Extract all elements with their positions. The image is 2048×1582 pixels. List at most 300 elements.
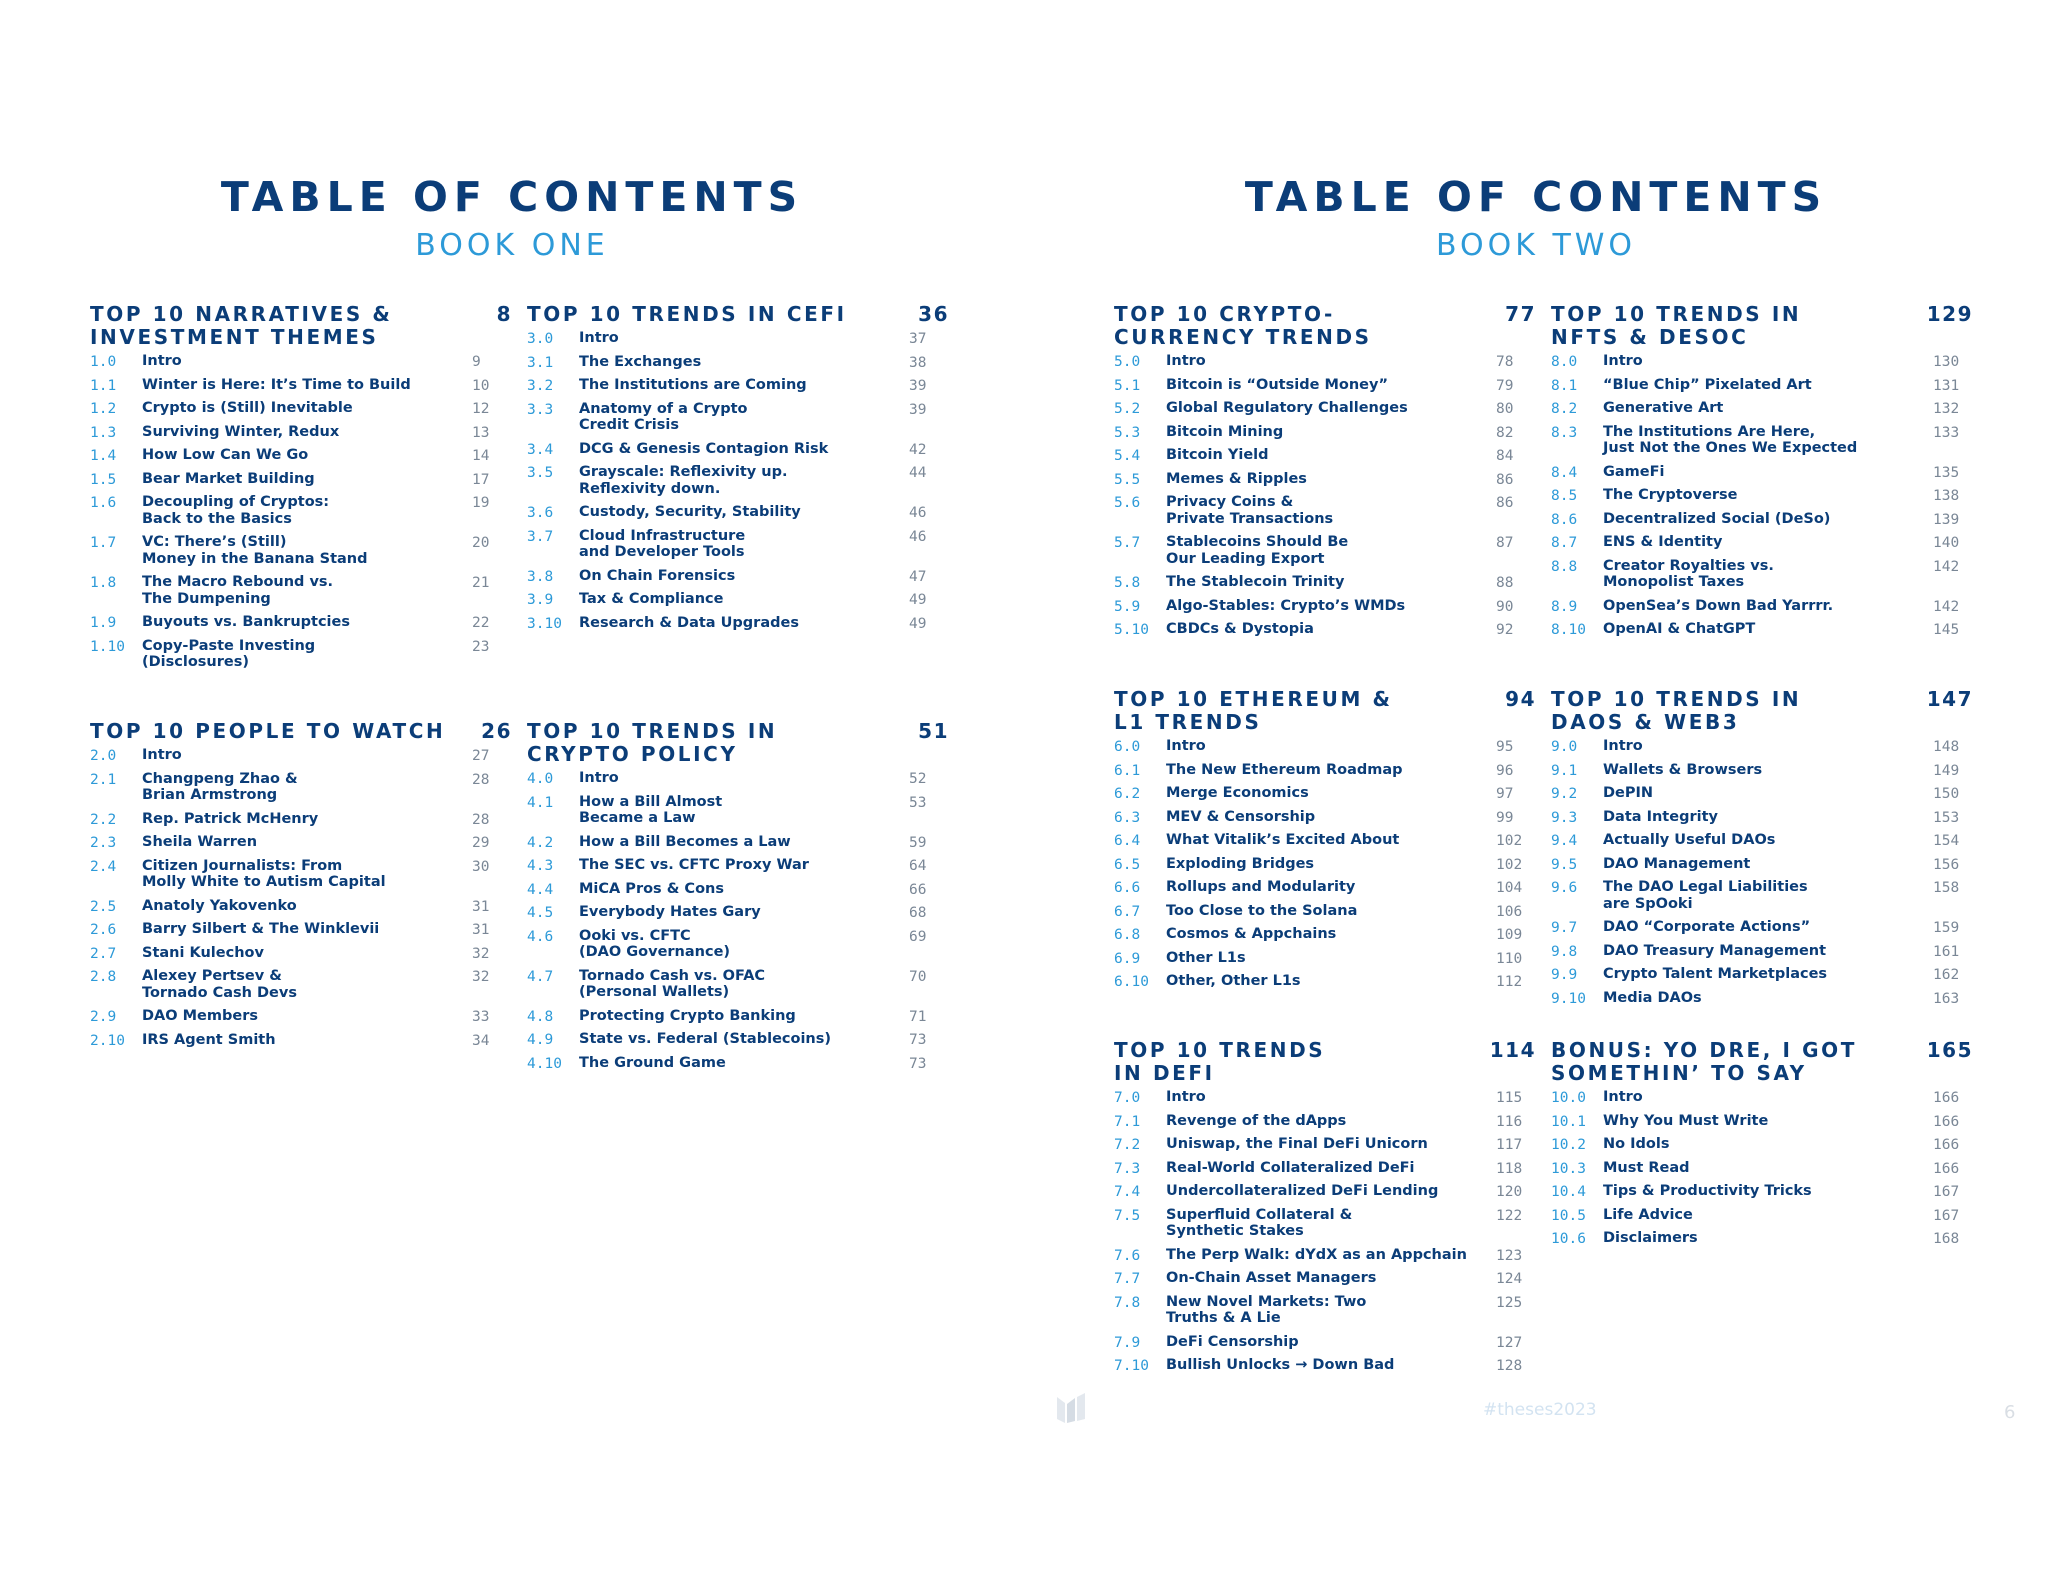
toc-entry[interactable]: [1551, 1230, 1973, 1254]
entry-title: Tips & Productivity Tricks: [1603, 1183, 1812, 1199]
entry-title: Algo-Stables: Crypto’s WMDs: [1166, 597, 1406, 614]
toc-entry[interactable]: [527, 528, 949, 568]
section-header: [1114, 303, 1536, 349]
toc-title: TABLE OF CONTENTS: [220, 173, 804, 221]
entry-title: Intro: [1603, 353, 1643, 369]
entry-title: Intro: [142, 353, 182, 369]
toc-entry[interactable]: [1114, 1247, 1536, 1271]
entry-number: 2.10: [90, 1032, 125, 1049]
entry-number: 6.4: [1114, 833, 1141, 849]
book-two-heading: [1186, 172, 1886, 264]
section-title: TOP 10 CRYPTO- CURRENCY TRENDS: [1114, 302, 1372, 349]
toc-entry[interactable]: [90, 1032, 512, 1056]
toc-entry[interactable]: [1551, 879, 1973, 919]
toc-entry[interactable]: [1114, 1207, 1536, 1247]
toc-entry[interactable]: [1551, 1183, 1973, 1207]
entry-title: DePIN: [1603, 785, 1654, 801]
toc-entry[interactable]: [1114, 1334, 1536, 1358]
toc-entry[interactable]: [527, 770, 949, 794]
entry-number: 3.0: [527, 331, 554, 347]
entry-page-number: 149: [1933, 762, 1960, 779]
entry-number: 6.8: [1114, 927, 1141, 943]
toc-entry[interactable]: [1551, 1089, 1973, 1113]
toc-entry[interactable]: [1114, 856, 1536, 880]
entry-number: 2.2: [90, 811, 117, 828]
section-page-number: 114: [1489, 1038, 1536, 1062]
entry-number: 10.2: [1551, 1137, 1586, 1153]
toc-entry[interactable]: [1114, 1270, 1536, 1294]
toc-entry[interactable]: [90, 447, 512, 471]
toc-entry[interactable]: [1551, 1113, 1973, 1137]
entry-title: Intro: [1166, 738, 1206, 754]
toc-entry[interactable]: [90, 1008, 512, 1032]
entry-number: 3.7: [527, 528, 554, 545]
section-page-number: 77: [1505, 302, 1536, 326]
entry-number: 5.3: [1114, 424, 1141, 441]
toc-entry[interactable]: [1114, 574, 1536, 598]
entry-number: 1.5: [90, 471, 117, 488]
entry-page-number: 135: [1933, 464, 1960, 481]
entry-number: 8.6: [1551, 511, 1578, 528]
entry-page-number: 128: [1496, 1358, 1523, 1374]
entry-page-number: 110: [1496, 950, 1523, 967]
toc-entry[interactable]: [1551, 400, 1973, 424]
toc-entry[interactable]: [1114, 832, 1536, 856]
entry-title: Winter is Here: It’s Time to Build: [142, 376, 411, 393]
entry-page-number: 32: [472, 945, 490, 962]
entry-page-number: 123: [1496, 1247, 1523, 1264]
toc-entry[interactable]: [1114, 1183, 1536, 1207]
entry-number: 4.2: [527, 834, 554, 851]
toc-entry[interactable]: [90, 811, 512, 835]
entry-title: Crypto is (Still) Inevitable: [142, 400, 353, 416]
entry-page-number: 32: [472, 969, 490, 985]
entry-title: On Chain Forensics: [579, 567, 736, 584]
entry-page-number: 95: [1496, 739, 1514, 755]
toc-entry[interactable]: [1551, 762, 1973, 786]
entry-number: 10.4: [1551, 1184, 1586, 1200]
toc-entry[interactable]: [527, 568, 949, 592]
toc-entry[interactable]: [90, 638, 512, 678]
entry-page-number: 102: [1496, 856, 1523, 873]
toc-entry[interactable]: [1551, 621, 1973, 645]
entry-title: The Institutions Are Here, Just Not the Ones We Expected: [1603, 423, 1858, 456]
entry-page-number: 13: [472, 424, 490, 441]
entry-title: Uniswap, the Final DeFi Unicorn: [1166, 1136, 1428, 1152]
section-page-number: 129: [1926, 302, 1973, 326]
entry-number: 7.1: [1114, 1113, 1141, 1130]
entry-number: 5.1: [1114, 377, 1141, 394]
toc-entry[interactable]: [1114, 1089, 1536, 1113]
toc-entry[interactable]: [90, 858, 512, 898]
entry-number: 4.8: [527, 1008, 554, 1025]
entry-number: 2.3: [90, 835, 117, 851]
entry-number: 3.1: [527, 354, 554, 371]
entry-number: 2.8: [90, 969, 117, 985]
footer-page-number: 6: [2004, 1402, 2016, 1423]
entry-page-number: 142: [1933, 598, 1960, 615]
toc-entry[interactable]: [1114, 785, 1536, 809]
toc-entry[interactable]: [1551, 424, 1973, 464]
entry-page-number: 163: [1933, 990, 1960, 1007]
entry-number: 6.10: [1114, 974, 1149, 990]
toc-entry[interactable]: [1114, 534, 1536, 574]
entry-title: Bullish Unlocks → Down Bad: [1166, 1357, 1395, 1373]
toc-entry[interactable]: [1551, 738, 1973, 762]
entry-number: 4.6: [527, 928, 554, 945]
toc-entry[interactable]: [527, 1031, 949, 1055]
toc-section: [527, 720, 949, 1078]
entry-title: Protecting Crypto Banking: [579, 1007, 796, 1024]
toc-section: [1551, 303, 1973, 645]
entry-title: Generative Art: [1603, 400, 1724, 416]
entry-page-number: 66: [909, 881, 927, 898]
toc-entry[interactable]: [90, 471, 512, 495]
toc-entry[interactable]: [527, 330, 949, 354]
toc-entry[interactable]: [90, 968, 512, 1008]
entry-title: Intro: [1603, 738, 1643, 754]
entry-title: Citizen Journalists: From Molly White to Autism Capital: [142, 857, 386, 890]
entry-number: 4.5: [527, 905, 554, 921]
toc-entry[interactable]: [90, 945, 512, 969]
toc-entry[interactable]: [1551, 1136, 1973, 1160]
toc-entry[interactable]: [90, 534, 512, 574]
entry-number: 9.5: [1551, 856, 1578, 873]
entry-page-number: 132: [1933, 401, 1960, 417]
toc-entry[interactable]: [1551, 809, 1973, 833]
toc-entry[interactable]: [90, 834, 512, 858]
toc-entry[interactable]: [527, 968, 949, 1008]
toc-entry[interactable]: [90, 921, 512, 945]
entry-number: 4.9: [527, 1032, 554, 1048]
entry-title: Stablecoins Should Be Our Leading Export: [1166, 534, 1349, 567]
entry-page-number: 127: [1496, 1334, 1523, 1351]
toc-entry[interactable]: [1114, 926, 1536, 950]
entry-number: 5.7: [1114, 535, 1141, 551]
toc-entry[interactable]: [527, 857, 949, 881]
entry-number: 7.7: [1114, 1271, 1141, 1287]
toc-entry[interactable]: [1551, 943, 1973, 967]
entry-number: 9.1: [1551, 762, 1578, 779]
entry-number: 3.2: [527, 378, 554, 394]
messari-logo-icon: [1055, 1391, 1087, 1425]
entry-number: 1.4: [90, 448, 117, 464]
entry-number: 9.6: [1551, 880, 1578, 896]
entry-number: 10.1: [1551, 1113, 1586, 1130]
section-title: TOP 10 TRENDS IN DEFI: [1114, 1038, 1326, 1085]
toc-entry[interactable]: [527, 401, 949, 441]
section-header: [1551, 1039, 1973, 1085]
section-page-number: 8: [496, 302, 512, 326]
entry-page-number: 59: [909, 834, 927, 851]
section-title: TOP 10 TRENDS IN CEFI: [527, 302, 847, 326]
entry-number: 7.10: [1114, 1358, 1149, 1374]
toc-entry[interactable]: [527, 591, 949, 615]
entry-page-number: 84: [1496, 448, 1514, 464]
entry-title: Research & Data Upgrades: [579, 614, 799, 631]
entry-number: 8.10: [1551, 622, 1586, 638]
toc-entry[interactable]: [1114, 762, 1536, 786]
entry-number: 5.2: [1114, 401, 1141, 417]
entry-page-number: 96: [1496, 762, 1514, 779]
toc-entry[interactable]: [1551, 785, 1973, 809]
toc-entry[interactable]: [527, 354, 949, 378]
entry-number: 2.1: [90, 771, 117, 788]
toc-entry[interactable]: [527, 904, 949, 928]
entry-page-number: 154: [1933, 833, 1960, 849]
toc-entry[interactable]: [1551, 464, 1973, 488]
toc-entry[interactable]: [1551, 534, 1973, 558]
entry-page-number: 17: [472, 471, 490, 488]
toc-entry[interactable]: [1114, 1113, 1536, 1137]
toc-entry[interactable]: [1114, 950, 1536, 974]
toc-entry[interactable]: [527, 1055, 949, 1079]
toc-entry[interactable]: [1114, 1160, 1536, 1184]
toc-entry[interactable]: [527, 441, 949, 465]
toc-entry[interactable]: [527, 615, 949, 639]
section-header: [90, 720, 512, 743]
toc-entry[interactable]: [90, 898, 512, 922]
entry-number: 8.7: [1551, 535, 1578, 551]
entry-title: Crypto Talent Marketplaces: [1603, 966, 1828, 982]
entry-number: 1.2: [90, 401, 117, 417]
entry-number: 6.0: [1114, 739, 1141, 755]
entry-number: 5.5: [1114, 471, 1141, 488]
entry-title: Revenge of the dApps: [1166, 1112, 1347, 1129]
entry-page-number: 64: [909, 858, 927, 874]
toc-entry[interactable]: [90, 574, 512, 614]
entry-title: How a Bill Almost Became a Law: [579, 793, 723, 826]
entry-page-number: 49: [909, 592, 927, 608]
entry-page-number: 138: [1933, 488, 1960, 504]
toc-entry[interactable]: [527, 834, 949, 858]
entry-page-number: 47: [909, 568, 927, 585]
toc-entry[interactable]: [1551, 990, 1973, 1014]
entry-title: No Idols: [1603, 1136, 1670, 1152]
toc-entry[interactable]: [527, 377, 949, 401]
toc-entry[interactable]: [90, 377, 512, 401]
entry-title: The New Ethereum Roadmap: [1166, 761, 1403, 778]
entry-number: 5.9: [1114, 598, 1141, 615]
entry-title: The Stablecoin Trinity: [1166, 574, 1345, 590]
entry-title: Buyouts vs. Bankruptcies: [142, 614, 350, 630]
entry-title: Wallets & Browsers: [1603, 761, 1763, 778]
toc-entry[interactable]: [1551, 558, 1973, 598]
entry-title: Actually Useful DAOs: [1603, 832, 1776, 848]
entry-title: Other, Other L1s: [1166, 973, 1301, 989]
entry-title: Bitcoin Mining: [1166, 423, 1284, 440]
entry-page-number: 156: [1933, 856, 1960, 873]
footer-hashtag: #theses2023: [1483, 1400, 1597, 1420]
entry-page-number: 139: [1933, 511, 1960, 528]
entry-page-number: 79: [1496, 377, 1514, 394]
entry-page-number: 133: [1933, 424, 1960, 441]
entry-title: Media DAOs: [1603, 989, 1702, 1006]
toc-entry[interactable]: [90, 771, 512, 811]
entry-page-number: 125: [1496, 1294, 1523, 1311]
entry-title: Intro: [142, 747, 182, 763]
toc-entry[interactable]: [1114, 353, 1536, 377]
entry-number: 8.0: [1551, 354, 1578, 370]
entry-number: 1.10: [90, 638, 125, 655]
entry-page-number: 21: [472, 575, 490, 591]
entry-number: 7.6: [1114, 1247, 1141, 1264]
entry-title: Bitcoin Yield: [1166, 447, 1269, 463]
entry-page-number: 86: [1496, 471, 1514, 488]
toc-entry[interactable]: [1551, 377, 1973, 401]
entry-page-number: 130: [1933, 354, 1960, 370]
entry-title: DCG & Genesis Contagion Risk: [579, 440, 829, 457]
entry-page-number: 167: [1933, 1184, 1960, 1200]
entry-number: 4.1: [527, 794, 554, 811]
entry-title: Barry Silbert & The Winklevii: [142, 921, 380, 937]
toc-entry[interactable]: [1114, 1294, 1536, 1334]
entry-page-number: 42: [909, 441, 927, 458]
toc-entry[interactable]: [1114, 598, 1536, 622]
entry-page-number: 145: [1933, 622, 1960, 638]
entry-title: Copy-Paste Investing (Disclosures): [142, 637, 316, 670]
section-title: TOP 10 ETHEREUM & L1 TRENDS: [1114, 687, 1393, 734]
toc-entry[interactable]: [1114, 400, 1536, 424]
toc-entry[interactable]: [1551, 487, 1973, 511]
entry-number: 10.0: [1551, 1090, 1586, 1106]
toc-entry[interactable]: [90, 614, 512, 638]
entry-number: 5.10: [1114, 622, 1149, 638]
entry-title: Sheila Warren: [142, 834, 258, 850]
toc-section: [1114, 688, 1536, 997]
entry-title: Surviving Winter, Redux: [142, 423, 340, 440]
entry-title: Ooki vs. CFTC (DAO Governance): [579, 927, 731, 960]
toc-entry[interactable]: [1551, 966, 1973, 990]
entry-page-number: 73: [909, 1055, 927, 1072]
toc-entry[interactable]: [1551, 1207, 1973, 1231]
entry-page-number: 78: [1496, 354, 1514, 370]
entry-title: Stani Kulechov: [142, 944, 264, 961]
toc-entry[interactable]: [90, 494, 512, 534]
toc-entry[interactable]: [1114, 1357, 1536, 1381]
toc-entry[interactable]: [527, 881, 949, 905]
entry-page-number: 52: [909, 771, 927, 787]
toc-entry[interactable]: [1114, 447, 1536, 471]
entry-page-number: 150: [1933, 786, 1960, 802]
entry-number: 2.9: [90, 1009, 117, 1025]
toc-entry[interactable]: [1114, 973, 1536, 997]
entry-page-number: 106: [1496, 903, 1523, 920]
entry-title: Bitcoin is “Outside Money”: [1166, 376, 1389, 393]
entry-page-number: 158: [1933, 880, 1960, 896]
entry-page-number: 97: [1496, 786, 1514, 802]
toc-entry[interactable]: [1551, 598, 1973, 622]
entry-title: Changpeng Zhao & Brian Armstrong: [142, 770, 298, 803]
toc-entry[interactable]: [1551, 511, 1973, 535]
entry-title: Alexey Pertsev & Tornado Cash Devs: [142, 968, 297, 1001]
toc-section: [1114, 1039, 1536, 1381]
toc-entry[interactable]: [90, 424, 512, 448]
entry-number: 2.6: [90, 922, 117, 938]
entry-number: 6.9: [1114, 950, 1141, 967]
entry-title: Custody, Security, Stability: [579, 504, 801, 520]
entry-number: 2.7: [90, 945, 117, 962]
entry-page-number: 9: [472, 354, 481, 370]
entry-page-number: 38: [909, 354, 927, 371]
entry-number: 3.9: [527, 592, 554, 608]
entry-page-number: 109: [1496, 927, 1523, 943]
entry-page-number: 70: [909, 968, 927, 985]
entry-page-number: 10: [472, 377, 490, 394]
entry-title: Real-World Collateralized DeFi: [1166, 1159, 1415, 1176]
entry-title: Rep. Patrick McHenry: [142, 810, 319, 827]
toc-entry[interactable]: [527, 1008, 949, 1032]
toc-entry[interactable]: [527, 794, 949, 834]
entry-page-number: 34: [472, 1032, 490, 1049]
toc-entry[interactable]: [527, 504, 949, 528]
entry-page-number: 29: [472, 835, 490, 851]
entry-page-number: 86: [1496, 495, 1514, 511]
entry-number: 10.5: [1551, 1207, 1586, 1224]
toc-entry[interactable]: [90, 400, 512, 424]
toc-entry[interactable]: [1114, 424, 1536, 448]
toc-entry[interactable]: [1114, 471, 1536, 495]
toc-entry[interactable]: [527, 464, 949, 504]
toc-entry[interactable]: [1114, 879, 1536, 903]
section-title: TOP 10 TRENDS IN CRYPTO POLICY: [527, 719, 778, 766]
toc-entry[interactable]: [1114, 738, 1536, 762]
entry-title: Tax & Compliance: [579, 591, 724, 607]
entry-title: Undercollateralized DeFi Lending: [1166, 1183, 1439, 1199]
toc-entry[interactable]: [1114, 621, 1536, 645]
entry-number: 7.2: [1114, 1137, 1141, 1153]
entry-page-number: 90: [1496, 598, 1514, 615]
entry-page-number: 88: [1496, 575, 1514, 591]
toc-entry[interactable]: [1551, 919, 1973, 943]
section-title: TOP 10 TRENDS IN DAOS & WEB3: [1551, 687, 1802, 734]
entry-number: 8.8: [1551, 558, 1578, 575]
entry-title: Intro: [579, 330, 619, 346]
toc-entry[interactable]: [527, 928, 949, 968]
entry-number: 8.5: [1551, 488, 1578, 504]
entry-page-number: 20: [472, 535, 490, 551]
toc-entry[interactable]: [1114, 903, 1536, 927]
section-page-number: 94: [1505, 687, 1536, 711]
entry-title: The Perp Walk: dYdX as an Appchain: [1166, 1246, 1467, 1263]
entry-title: Privacy Coins & Private Transactions: [1166, 494, 1334, 527]
section-title: TOP 10 PEOPLE TO WATCH: [90, 719, 446, 743]
toc-entry[interactable]: [1551, 832, 1973, 856]
entry-title: Must Read: [1603, 1159, 1690, 1176]
entry-title: The SEC vs. CFTC Proxy War: [579, 857, 809, 873]
entry-number: 7.3: [1114, 1160, 1141, 1177]
toc-entry[interactable]: [90, 353, 512, 377]
entry-page-number: 168: [1933, 1231, 1960, 1247]
entry-page-number: 49: [909, 615, 927, 632]
entry-number: 6.7: [1114, 903, 1141, 920]
toc-entry[interactable]: [1114, 809, 1536, 833]
toc-entry[interactable]: [1551, 353, 1973, 377]
entry-page-number: 33: [472, 1009, 490, 1025]
entry-title: Decentralized Social (DeSo): [1603, 510, 1831, 527]
toc-entry[interactable]: [1114, 377, 1536, 401]
entry-page-number: 68: [909, 905, 927, 921]
toc-entry[interactable]: [1551, 856, 1973, 880]
toc-entry[interactable]: [1551, 1160, 1973, 1184]
toc-entry[interactable]: [1114, 494, 1536, 534]
toc-entry[interactable]: [1114, 1136, 1536, 1160]
toc-entry[interactable]: [90, 747, 512, 771]
entry-title: Creator Royalties vs. Monopolist Taxes: [1603, 557, 1774, 590]
entry-number: 10.3: [1551, 1160, 1586, 1177]
entry-title: Intro: [1603, 1089, 1643, 1105]
entry-number: 4.4: [527, 881, 554, 898]
